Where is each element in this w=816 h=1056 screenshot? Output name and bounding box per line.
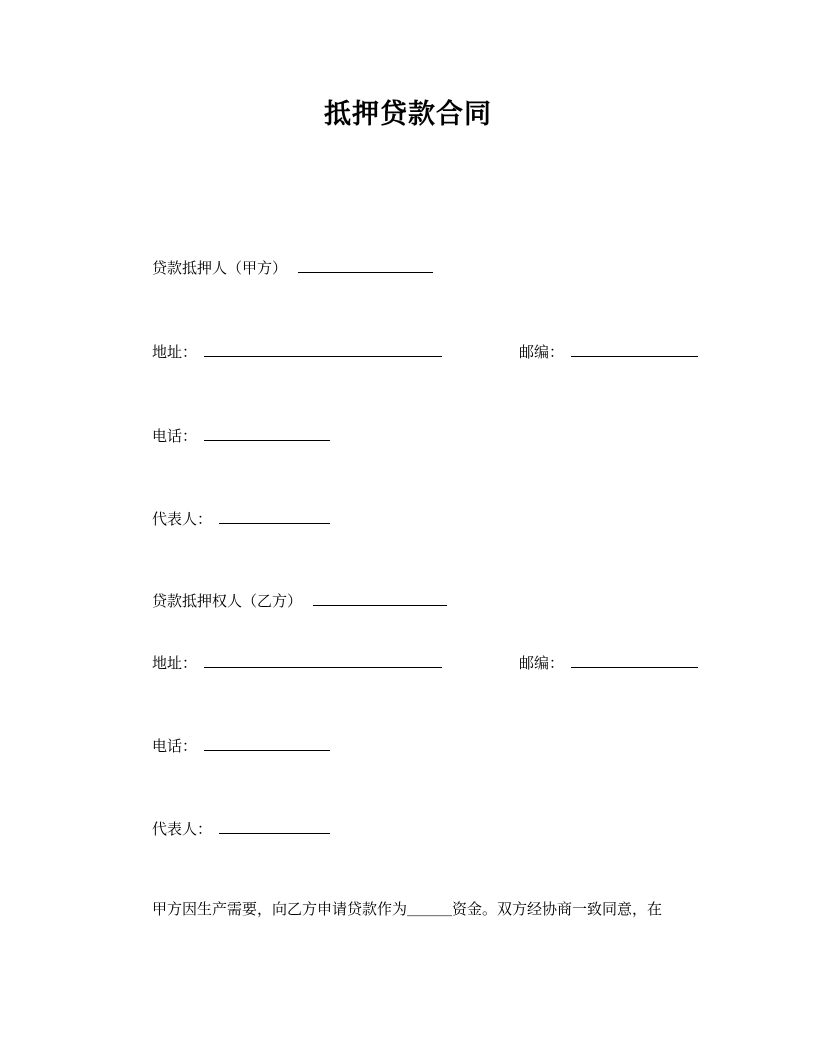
party-b-representative-label: 代表人： — [152, 820, 213, 838]
party-a-postcode-label: 邮编： — [519, 343, 565, 361]
party-b-representative-blank[interactable] — [219, 817, 330, 834]
party-a-representative-row — [152, 507, 330, 529]
party-a-representative-label: 代表人： — [152, 510, 213, 528]
paragraph-text-part2: 资金。双方经协商一致同意，在 — [452, 900, 663, 918]
party-b-phone-blank[interactable] — [204, 734, 330, 751]
party-b-label: 贷款抵押权人（乙方） — [152, 592, 303, 610]
party-b-postcode-label: 邮编： — [519, 654, 565, 672]
party-a-address-row — [152, 340, 442, 362]
party-a-postcode-row — [519, 340, 698, 362]
party-b-postcode-blank[interactable] — [571, 651, 698, 668]
party-b-phone-row — [152, 734, 330, 756]
party-b-phone-label: 电话： — [152, 737, 198, 755]
paragraph-text-part1: 甲方因生产需要，向乙方申请贷款作为 — [152, 900, 408, 918]
party-b-address-label: 地址： — [152, 654, 198, 672]
party-b-postcode-row — [519, 651, 698, 673]
party-b-address-row — [152, 651, 442, 673]
party-b-representative-row — [152, 817, 330, 839]
paragraph-fill-blank[interactable]: ＿＿＿ — [407, 900, 453, 918]
party-a-phone-label: 电话： — [152, 427, 198, 445]
party-a-label: 贷款抵押人（甲方） — [152, 259, 288, 277]
party-b-name-blank[interactable] — [313, 589, 447, 606]
document-title: 抵押贷款合同 — [324, 99, 492, 130]
party-a-representative-blank[interactable] — [219, 507, 330, 524]
party-a-row — [152, 256, 433, 278]
party-a-address-label: 地址： — [152, 343, 198, 361]
body-paragraph — [152, 899, 712, 919]
party-a-phone-blank[interactable] — [204, 424, 330, 441]
party-b-row — [152, 589, 447, 611]
party-a-phone-row — [152, 424, 330, 446]
party-b-address-blank[interactable] — [204, 651, 442, 668]
party-a-postcode-blank[interactable] — [571, 340, 698, 357]
party-a-address-blank[interactable] — [204, 340, 442, 357]
party-a-name-blank[interactable] — [298, 256, 433, 273]
